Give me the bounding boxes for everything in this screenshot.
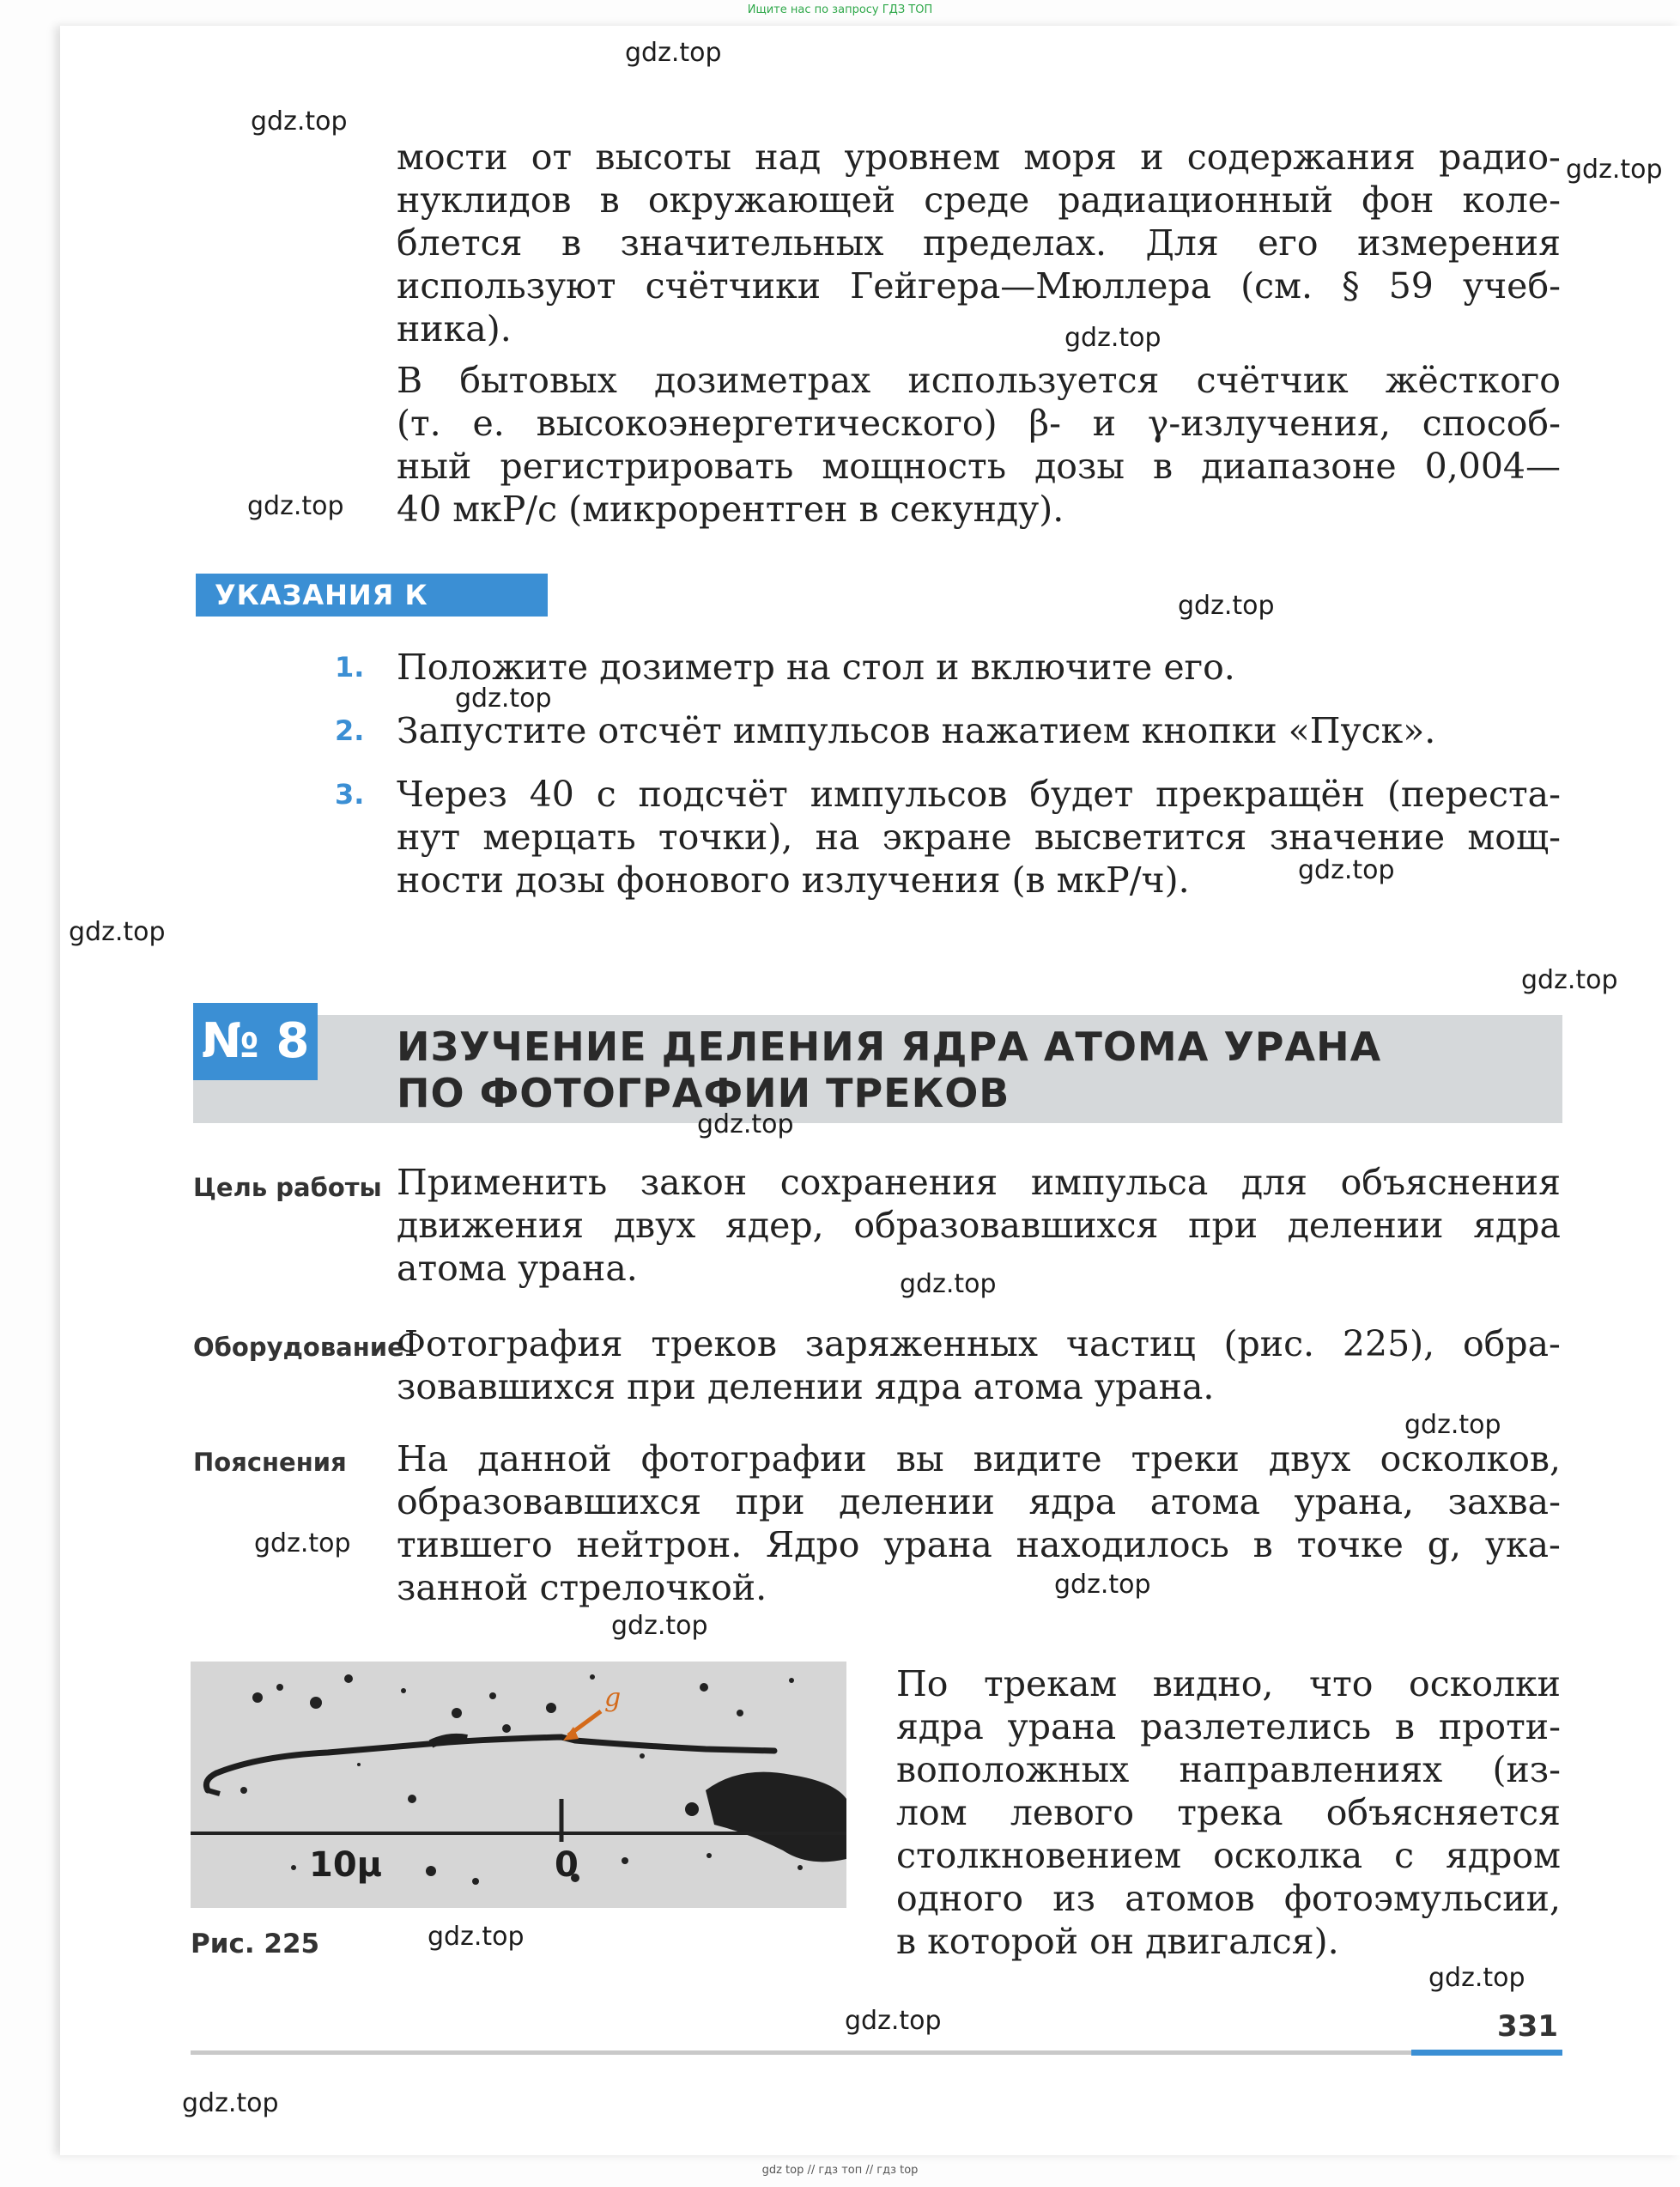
- watermark: gdz.top: [1064, 323, 1161, 353]
- lab-number-badge: № 8: [193, 1003, 318, 1080]
- step-text: Через 40 с подсчёт импульсов будет прекращён (переста-: [397, 774, 1561, 815]
- goal-text: Применить закон сохранения импульса для объяснения: [397, 1162, 1561, 1203]
- bottom-note: gdz top // гдз топ // гдз top: [761, 2164, 919, 2177]
- instructions-heading: УКАЗАНИЯ К РАБОТЕ: [196, 574, 548, 617]
- equipment-text: Фотография треков заряженных частиц (рис. 225), обра-: [397, 1323, 1561, 1364]
- intro-line: ника).: [397, 308, 512, 349]
- footer-rule: [191, 2050, 1411, 2055]
- figure-text: в которой он двигался).: [896, 1921, 1339, 1962]
- watermark: gdz.top: [625, 38, 722, 68]
- lab-title-line: ПО ФОТОГРАФИИ ТРЕКОВ: [397, 1070, 1010, 1116]
- watermark: gdz.top: [1054, 1570, 1151, 1600]
- figure-text: воположных направлениях (из-: [896, 1749, 1561, 1790]
- watermark: gdz.top: [697, 1109, 794, 1139]
- watermark: gdz.top: [251, 106, 348, 137]
- photo-zero-label: 0: [555, 1845, 579, 1885]
- watermark: gdz.top: [1428, 1963, 1525, 1993]
- step-number: 1.: [335, 651, 365, 683]
- intro-line: 40 мкР/с (микрорентген в секунду).: [397, 489, 1064, 530]
- lab-title-line: ИЗУЧЕНИЕ ДЕЛЕНИЯ ЯДРА АТОМА УРАНА: [397, 1024, 1382, 1070]
- intro-line: мости от высоты над уровнем моря и содержания радио-: [397, 137, 1561, 178]
- explanations-text: образовавшихся при делении ядра атома урана, захва-: [397, 1481, 1561, 1522]
- watermark: gdz.top: [845, 2006, 942, 2036]
- watermark: gdz.top: [69, 917, 166, 947]
- photo-scale-label: 10μ: [309, 1845, 383, 1885]
- watermark: gdz.top: [1298, 855, 1395, 885]
- explanations-text: занной стрелочкой.: [397, 1567, 767, 1608]
- track-photo-drawing: [191, 1662, 846, 1908]
- step-number: 2.: [335, 714, 365, 747]
- intro-line: В бытовых дозиметрах используется счётчик жёсткого: [397, 360, 1561, 401]
- watermark: gdz.top: [247, 491, 344, 521]
- goal-text: атома урана.: [397, 1248, 638, 1289]
- watermark: gdz.top: [900, 1269, 997, 1299]
- figure-caption: Рис. 225: [191, 1929, 320, 1959]
- watermark: gdz.top: [1566, 155, 1663, 185]
- figure-text: ядра урана разлетелись в проти-: [896, 1706, 1561, 1747]
- equipment-label: Оборудование: [193, 1333, 404, 1362]
- watermark: gdz.top: [428, 1922, 525, 1952]
- intro-line: используют счётчики Гейгера—Мюллера (см. § 59 учеб-: [397, 265, 1561, 307]
- top-search-note: Ищите нас по запросу ГДЗ ТОП: [747, 3, 933, 16]
- step-number: 3.: [335, 778, 365, 811]
- explanations-label: Пояснения: [193, 1448, 347, 1477]
- intro-line: (т. е. высокоэнергетического) β- и γ-излучения, способ-: [397, 403, 1561, 444]
- watermark: gdz.top: [1521, 965, 1618, 995]
- explanations-text: На данной фотографии вы видите треки двух осколков,: [397, 1438, 1561, 1479]
- intro-line: ный регистрировать мощность дозы в диапазоне 0,004—: [397, 446, 1561, 487]
- watermark: gdz.top: [1404, 1410, 1501, 1440]
- watermark: gdz.top: [455, 683, 552, 714]
- figure-text: По трекам видно, что осколки: [896, 1663, 1561, 1704]
- watermark: gdz.top: [611, 1611, 708, 1641]
- explanations-text: тившего нейтрон. Ядро урана находилось в точке g, ука-: [397, 1524, 1561, 1565]
- page-number: 331: [1497, 2009, 1558, 2044]
- photo-point-label: g: [604, 1683, 622, 1713]
- watermark: gdz.top: [182, 2088, 279, 2118]
- step-text: Положите дозиметр на стол и включите его.: [397, 647, 1235, 688]
- figure-text: столкновением осколка с ядром: [896, 1835, 1561, 1876]
- figure-text: лом левого трека объясняется: [896, 1792, 1561, 1833]
- track-photo: [191, 1662, 846, 1908]
- step-text: нут мерцать точки), на экране высветится значение мощ-: [397, 817, 1561, 858]
- watermark: gdz.top: [254, 1528, 351, 1558]
- intro-line: блется в значительных пределах. Для его измерения: [397, 222, 1561, 264]
- watermark: gdz.top: [1178, 591, 1275, 621]
- equipment-text: зовавшихся при делении ядра атома урана.: [397, 1366, 1215, 1407]
- intro-line: нуклидов в окружающей среде радиационный фон коле-: [397, 179, 1561, 221]
- footer-rule-accent: [1411, 2050, 1562, 2056]
- step-text: ности дозы фонового излучения (в мкР/ч).: [397, 860, 1190, 901]
- goal-text: движения двух ядер, образовавшихся при делении ядра: [397, 1205, 1561, 1246]
- step-text: Запустите отсчёт импульсов нажатием кнопки «Пуск».: [397, 710, 1436, 751]
- figure-text: одного из атомов фотоэмульсии,: [896, 1878, 1561, 1919]
- goal-label: Цель работы: [193, 1173, 382, 1202]
